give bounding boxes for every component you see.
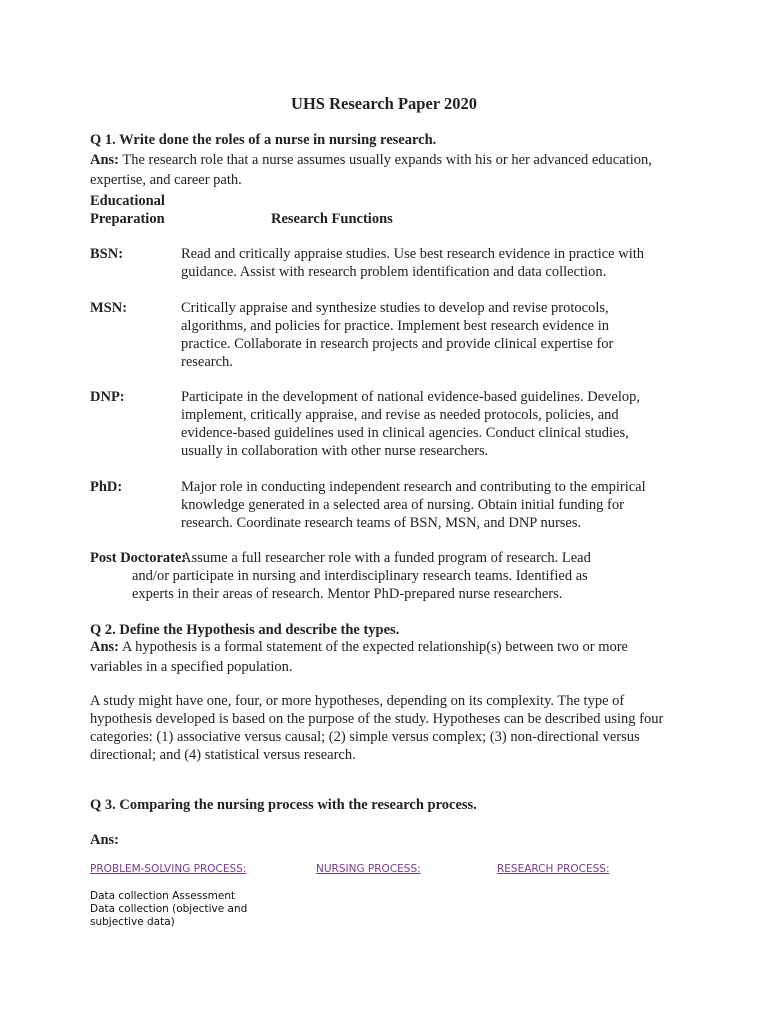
row-label-phd: PhD: bbox=[90, 479, 123, 495]
hypothesis-paragraph: A study might have one, four, or more hypotheses, depending on its complexity. The type of hypothesis developed is based on the purpose of the study. Hypotheses can be described using four categories: (1) associative versus causal; (2) simple versus complex; (3) non-directional versus directional; and (4) statistical versus research. bbox=[90, 693, 664, 763]
research-process-link[interactable]: RESEARCH PROCESS: bbox=[497, 863, 610, 875]
question-3: Q 3. Comparing the nursing process with the research process. bbox=[90, 797, 477, 813]
question-1: Q 1. Write done the roles of a nurse in nursing research. bbox=[90, 132, 437, 148]
row-text-phd: Major role in conducting independent research and contributing to the empirical knowledge generated in a selected area of nursing. Obtain initial funding for research. Coordinate research teams of BSN, MSN, and DNP nurses. bbox=[181, 479, 646, 531]
row-text-msn: Critically appraise and synthesize studies to develop and revise protocols, algorithms, and policies for practice. Implement best research evidence in practice. Collaborate in research projects and provide clinical expertise for research. bbox=[181, 300, 614, 370]
process-detail-text bbox=[90, 890, 290, 929]
answer-text: The research role that a nurse assumes usually expands with his or her advanced education, expertise, and career path. bbox=[90, 152, 652, 188]
detail-line: Data collection (objective and bbox=[90, 903, 248, 915]
row-text-post-doctorate: Assume a full researcher role with a funded program of research. Lead and/or participate in nursing and interdisciplinary research teams. Identified as experts in their areas of research. Mentor PhD-prepared nurse researchers. bbox=[132, 550, 591, 602]
row-text-dnp: Participate in the development of national evidence-based guidelines. Develop, implement, critically appraise, and revise as needed protocols, policies, and evidence-based guidelines used in clinical agencies. Conduct clinical studies, usually in collaboration with other nurse researchers. bbox=[181, 389, 641, 459]
question-2: Q 2. Define the Hypothesis and describe the types. bbox=[90, 622, 400, 638]
header-line: Preparation bbox=[90, 211, 165, 227]
row-label-bsn: BSN: bbox=[90, 246, 124, 262]
detail-line: subjective data) bbox=[90, 916, 175, 928]
column-header-research-functions: Research Functions bbox=[271, 211, 393, 227]
row-label-dnp: DNP: bbox=[90, 389, 125, 405]
page-title: UHS Research Paper 2020 bbox=[291, 94, 477, 113]
detail-line: Data collection Assessment bbox=[90, 890, 236, 902]
answer-1 bbox=[90, 150, 690, 190]
row-text-bsn: Read and critically appraise studies. Use best research evidence in practice with guidance. Assist with research problem identification and data collection. bbox=[181, 246, 645, 280]
answer-3-label: Ans: bbox=[90, 832, 120, 848]
column-header-educational bbox=[90, 192, 165, 228]
row-label-post-doctorate: Post Doctorate: bbox=[90, 550, 187, 566]
header-line: Educational bbox=[90, 193, 165, 209]
answer-label: Ans: bbox=[90, 152, 120, 168]
answer-2 bbox=[90, 637, 680, 677]
row-label-msn: MSN: bbox=[90, 300, 128, 316]
nursing-process-link[interactable]: NURSING PROCESS: bbox=[316, 863, 421, 875]
answer-text: A hypothesis is a formal statement of the expected relationship(s) between two or more variables in a specified population. bbox=[90, 639, 628, 675]
problem-solving-process-link[interactable]: PROBLEM-SOLVING PROCESS: bbox=[90, 863, 247, 875]
answer-label: Ans: bbox=[90, 639, 120, 655]
